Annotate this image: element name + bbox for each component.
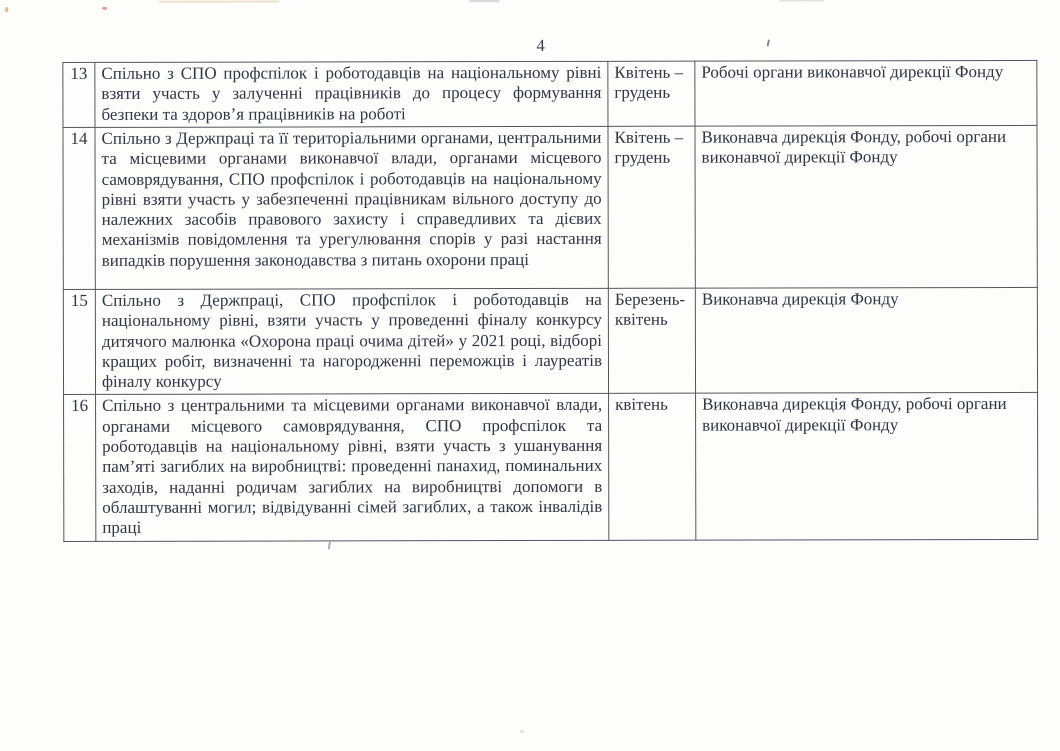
table-row [64, 393, 1038, 541]
work-plan-table [62, 60, 1038, 542]
row-number-cell: 16 [64, 395, 96, 541]
scan-speck [5, 7, 8, 12]
responsible-cell: Робочі органи виконавчої дирекції Фонду [695, 60, 1037, 126]
period-cell: Квітень – грудень [608, 126, 695, 288]
responsible-cell: Виконавча дирекція Фонду, робочі органи виконавчої дирекції Фонду [696, 393, 1038, 540]
responsible-cell: Виконавча дирекція Фонду, робочі органи виконавчої дирекції Фонду [695, 125, 1037, 288]
table-row [63, 287, 1037, 395]
period-cell: Квітень – грудень [608, 61, 695, 126]
row-number-cell: 15 [63, 289, 95, 395]
period-cell: Березень-квітень [608, 288, 695, 394]
task-cell: Спільно з Держпраці та її територіальними органами, центральними та місцевими органами виконавчої влади, органами місцевого самоврядування, СПО профспілок і роботодавців на національному рівні взяти участь у забезпеченні працівникам вільного доступу до належних засобів правового захисту і справедливих та дієвих механізмів повідомлення та урегулювання спорів у разі настання випадків порушення законодавства з питань охорони праці [95, 126, 608, 289]
task-cell: Спільно з СПО профспілок і роботодавців на національному рівні взяти участь у залученні працівників до процесу формування безпеки та здоров’я працівників на роботі [95, 61, 608, 127]
page-number: 4 [536, 35, 545, 55]
period-cell: квітень [609, 394, 696, 540]
scan-mark [767, 39, 770, 46]
row-number-cell: 13 [63, 62, 95, 127]
task-cell: Спільно з Держпраці, СПО профспілок і роботодавців на національному рівні, взяти участь у проведенні фіналу конкурсу дитячого малюнка «Охорона праці очима дітей» у 2021 році, відборі кращих робіт, визначенні та нагородженні переможців і лауреатів фіналу конкурсу [95, 288, 608, 395]
scan-mark [328, 541, 331, 549]
row-number-cell: 14 [63, 127, 95, 289]
table-row [63, 125, 1037, 289]
scan-speck [520, 730, 524, 733]
scan-edge-artifact [469, 0, 499, 2]
responsible-cell: Виконавча дирекція Фонду [695, 287, 1037, 393]
scan-speck [102, 7, 107, 10]
task-cell: Спільно з центральними та місцевими органами виконавчої влади, органами місцевого самоврядування, СПО профспілок та роботодавців на національному рівні, взяти участь з ушанування пам’яті загиблих на виробництві: проведенні панахид, поминальних заходів, наданні родичам загиблих на виробництві допомоги в облаштуванні могил; відвідуванні сімей загиблих, а також інвалідів праці [96, 394, 609, 541]
table-row [63, 60, 1037, 127]
scan-edge-artifact [779, 0, 824, 1]
scan-edge-artifact [159, 1, 279, 3]
